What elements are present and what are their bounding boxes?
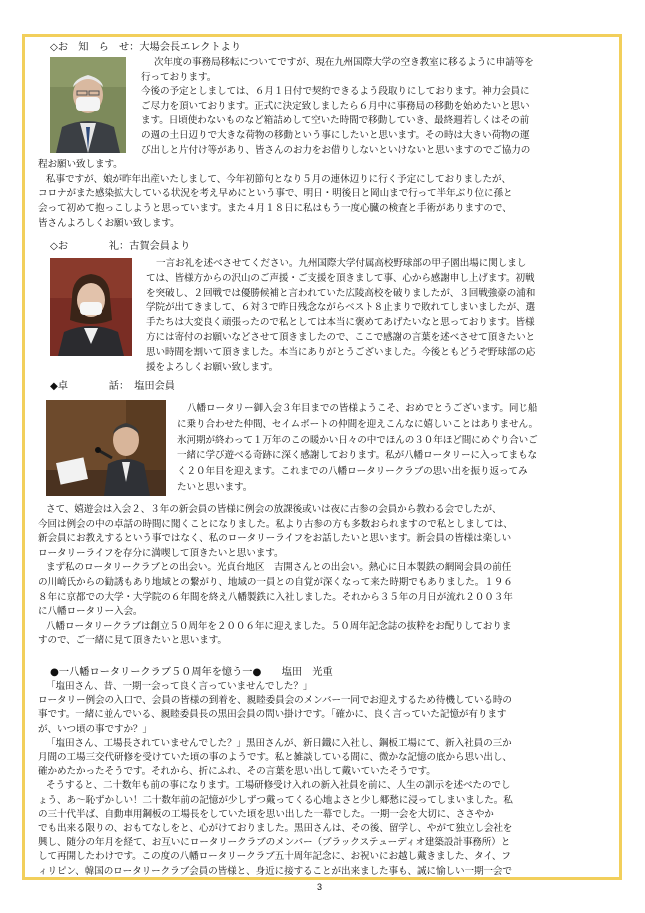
text-line: 行っております。 <box>141 71 217 83</box>
text-line: 今後の予定としましては、６月１日付で契約できるよう段取りにしております。神力会員に <box>141 86 530 98</box>
text-line: ては、皆様方からの沢山のご声援・ご支援を頂きまして事、心から感謝申し上げます。初戦 <box>146 272 535 284</box>
text-line: 方には寄付のお願いなどさせて頂きましたので、ここで感謝の言葉を述べさせて頂きたいと <box>146 332 536 343</box>
text-line: に八幡ロータリー入会。 <box>38 606 143 618</box>
page-number: 3 <box>317 882 323 892</box>
text-line: して再開したわけです。この度の八幡ロータリークラブ五十周年記念に、お祝いにお越し戴きました、タイ、フ <box>38 851 511 863</box>
notice-heading: ◇お 知 ら せ：大場会長エレクトより <box>50 42 242 53</box>
text-line: び出しと片付け等があり、皆さんのお力をお借りしないといけないと思いますのでご協力の <box>141 144 531 156</box>
text-line: ょう、あ～恥ずかしい！二十数年前の記憶が少しずつ戴ってくる心地よさと少し郷愁に浸ってしまいました。私 <box>38 794 513 806</box>
text-line: く２０年目を迎えます。これまでの八幡ロータリークラブの思い出を振り返ってみ <box>177 466 528 478</box>
text-line: ロータリー例会の入口で、会員の皆様の到着を、親睦委員会のメンバー一同でお迎えするため待機している時の <box>38 695 512 707</box>
text-line: 事です。一緒に並んでいる、親睦委員長の黒田会員の問い掛けです。「確かに、良く言っていた記憶が有ります <box>38 709 507 721</box>
text-line: 皆さんよろしくお願い致します。 <box>38 217 180 229</box>
text-line: 援をよろしくお願い致します。 <box>146 361 279 373</box>
text-line: そうすると、二十数年も前の事になります。工場研修受け入れの新入社員を前に、人生の訓示を述べたのでし <box>46 780 511 792</box>
text-line: ご尽力を頂いております。正式に決定致しましたら６月中に事務局の移動を始めたいと思い <box>141 100 530 112</box>
text-line: 程お願い致します。 <box>38 159 123 171</box>
text-line: 八幡ロータリークラブは創立５０周年を２００６年に迎えました。５０周年記念誌の抜粋をお配りしておりま <box>46 620 512 632</box>
text-line: 手たちは大変良く頑張ったので私としては本当に褒めてあげたいなと思っております。皆様 <box>146 317 535 329</box>
text-line: 新会員にお教えするという事ではなく、私のロータリーライフをお話したいと思います。新会員の皆様は楽しい <box>38 533 512 545</box>
text-line: 「塩田さん、工場長されていませんでした？」黒田さんが、新日鐵に入社し、鋼板工場にて、新入社員の三か <box>46 737 512 749</box>
text-line: 確かめたかったそうです。それから、折にふれ、その言葉を思い出して戴いていたそうです。 <box>38 766 436 778</box>
text-line: 次年度の事務局移転についてですが、現在九州国際大学の空き教室に移るように申請等を <box>154 57 534 68</box>
text-line: ィリピン、韓国のロータリークラブ会員の皆様と、身近に接することが出来ました事も、誠に愉しい一期一会で <box>38 865 512 877</box>
text-line: 私事ですが、娘が昨年出産いたしまして、今年初節句となり５月の連休辺りに行く予定にしておりましたが、 <box>46 173 512 185</box>
text-line: すので、ご一緒に見て頂きたいと思います。 <box>38 635 227 647</box>
text-line: 思い時間を割いて頂きました。本当にありがとうございました。今後ともどうぞ野球部の応 <box>146 346 536 358</box>
text-line: たいと思います。 <box>177 482 253 493</box>
text-line: ロータリーライフを存分に満喫して頂きたいと思います。 <box>38 547 284 559</box>
text-line: 八幡ロータリー御入会３年目までの皆様ようこそ、おめでとうございます。同じ船 <box>187 403 538 414</box>
text-line: を突破し、２回戦では優勝候補と言われていた広陵高校を破りましたが、３回戦強豪の浦和 <box>146 287 536 299</box>
talk-heading: ◆卓 話： 塩田会員 <box>50 381 175 392</box>
text-line: の川崎氏からの勧誘もあり地域との繋がり、地域の一員との自覚が深くなって来た時期でもありました。１９６ <box>38 577 513 588</box>
text-line: 今回は例会の中の卓話の時間に聞くことになりました。私より古参の方も多数おられますので私としましては、 <box>38 518 513 530</box>
text-line: 一緒に学び遊べる奇跡に深く感謝しております。私が八幡ロータリーに入ってまもな <box>177 450 537 462</box>
koga-member-photo <box>50 258 132 356</box>
text-line: コロナがまた感染拡大している状況を考え早めにという事で、明日・明後日と岡山まで行って半年ぶり位に孫と <box>38 188 513 200</box>
text-line: 月間の工場三交代研修を受けていた頃の事のようです。私と雑談している間に、微かな記憶の底から思い出し、 <box>38 752 512 763</box>
text-line: ます。日頃使わないものなど箱詰めして空いた時間で移動していき、最終週若しくはその前 <box>141 115 530 127</box>
text-line: 氷河期が終わって１万年のこの暖かい日々の中でほんの３０年ほど間にめぐり合いご <box>177 434 538 446</box>
essay-title: ●一八幡ロータリークラブ５０周年を憶う一● 塩田 光重 <box>50 667 333 678</box>
text-line: さて、嬉遊会は入会２、３年の新会員の皆様に例会の放課後或いは夜に古参の会員から教わる会でしたが、 <box>46 504 502 515</box>
text-line: 会って初めて抱っこしようと思っています。また４月１８日に私はもう一度心臓の検査と手術がありますので、 <box>38 203 512 214</box>
text-line: の三十代半ば、自動車用鋼板の工場長をしていた頃を思い出した一幕でした。一期一会を大切に、ささやか <box>38 808 494 820</box>
text-line: が、いつ頃の事ですか？」 <box>38 723 152 735</box>
thanks-heading: ◇お 礼：古賀会員より <box>50 241 191 252</box>
text-line: 学院が出てきまして、６対３で昨日残念ながらベスト８止まりで敗れてしまいましたが、選 <box>146 302 536 314</box>
shioda-member-photo <box>46 400 166 496</box>
text-line: の週の土日辺りで大きな荷物の移動という事にしたいと思います。その時は大きい荷物の運 <box>141 130 530 141</box>
text-line: 「塩田さん、昔、一期一会って良く言っていませんでした？」 <box>46 681 313 692</box>
text-line: に乗り合わせた仲間、セイムボートの仲間を迎えこんなに嬉しいことはありません。 <box>177 418 539 430</box>
text-line: まず私のロータリークラブとの出会い。光貞台地区 吉開さんとの出会い。熱心に日本製鉄の網岡会員の前任 <box>46 562 512 574</box>
text-line: 一言お礼を述べさせてください。九州国際大学付属高校野球部の甲子園出場に関しまし <box>156 258 527 269</box>
text-line: でも出来る限りの、おもてなしをと、心がけておりました。黒田さんは、その後、留学し、やがて独立し会社を <box>38 823 513 834</box>
text-line: 興し、随分の年月を経て、お互いにロータリークラブのメンバー（ブラックステューディオ建築設計事務所）と <box>38 837 511 849</box>
president-elect-photo <box>50 57 126 153</box>
text-line: ８年に京都での大学・大学院の６年間を終え八幡製鉄に入社しました。それから３５年の月日が流れ２００３年 <box>38 591 513 603</box>
